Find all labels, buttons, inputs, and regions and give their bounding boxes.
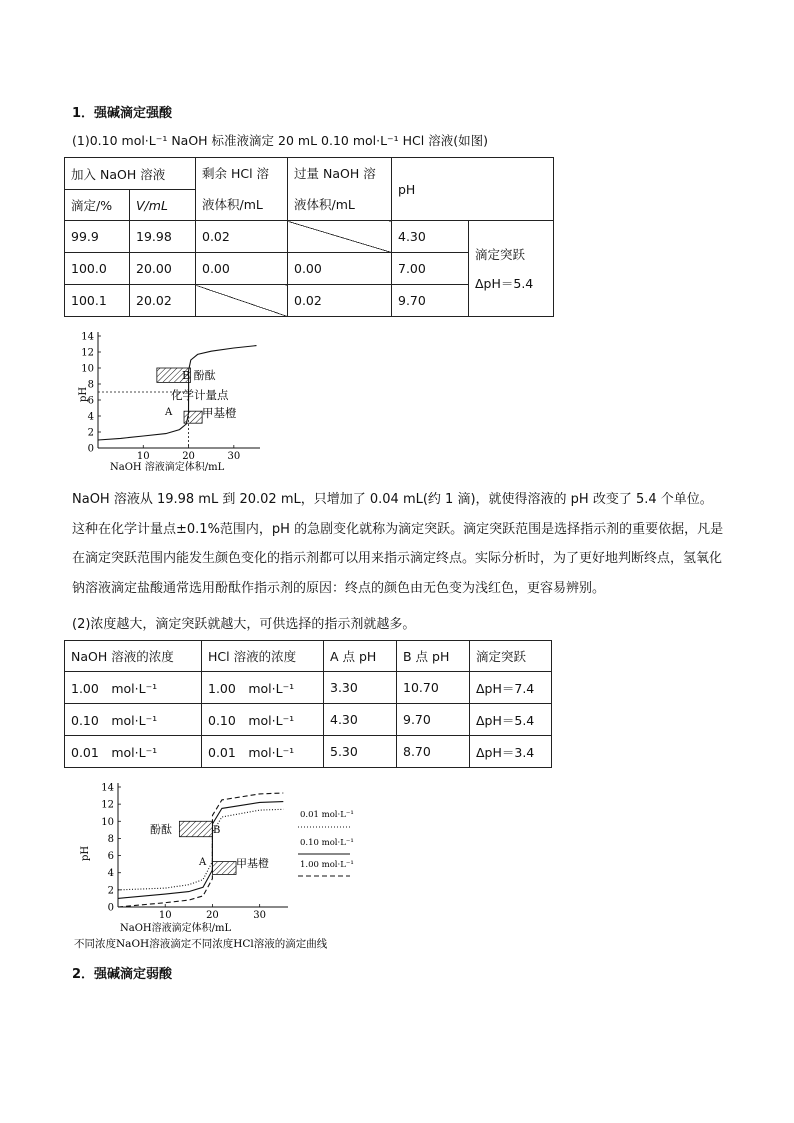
y-tick-label: 12 bbox=[101, 799, 114, 811]
y-tick-label: 4 bbox=[87, 411, 94, 423]
label-methyl-orange: 甲基橙 bbox=[202, 406, 237, 420]
phenolphthalein-range-box bbox=[179, 821, 212, 836]
header-remaining-hcl: 剩余 HCl 溶 液体积/mL bbox=[196, 158, 288, 221]
legend-001: 0.01 mol·L⁻¹ bbox=[300, 810, 354, 820]
label-a: A bbox=[165, 407, 173, 418]
table-header-row: NaOH 溶液的浓度 HCl 溶液的浓度 A 点 pH B 点 pH 滴定突跃 bbox=[65, 641, 552, 672]
label-b: B bbox=[213, 825, 221, 836]
y-tick-label: 2 bbox=[107, 885, 114, 897]
titration-curve-0.10 mol·L⁻¹ bbox=[118, 802, 283, 899]
subsection-1-text: (1)0.10 mol·L⁻¹ NaOH 标准液滴定 20 mL 0.10 mol·L⁻¹ HCl 溶液(如图) bbox=[72, 133, 488, 148]
header-add-naoh: 加入 NaOH 溶液 bbox=[65, 158, 196, 190]
empty-diagonal-cell bbox=[196, 285, 288, 317]
y-tick-label: 2 bbox=[87, 427, 94, 439]
y-tick-label: 8 bbox=[87, 379, 94, 391]
titration-curve-chart-1 bbox=[70, 322, 260, 474]
chart-caption: 不同浓度NaOH溶液滴定不同浓度HCl溶液的滴定曲线 bbox=[74, 938, 328, 950]
table-row: 0.10 mol·L⁻¹ 0.10 mol·L⁻¹ 4.30 9.70 ΔpH＝5.4 bbox=[65, 704, 552, 736]
y-tick-label: 14 bbox=[101, 782, 114, 794]
x-axis-label: NaOH溶液滴定体积/mL bbox=[120, 923, 232, 934]
concentration-table bbox=[64, 640, 552, 768]
titration-table-1 bbox=[64, 157, 554, 317]
header-excess-naoh: 过量 NaOH 溶 液体积/mL bbox=[288, 158, 392, 221]
y-tick-label: 6 bbox=[107, 851, 114, 863]
subsection-2-text: (2)浓度越大，滴定突跃就越大，可供选择的指示剂就越多。 bbox=[72, 617, 416, 632]
x-axis-label: NaOH 溶液滴定体积/mL bbox=[110, 462, 225, 473]
y-tick-label: 0 bbox=[107, 902, 114, 914]
y-axis-label: pH bbox=[78, 386, 89, 402]
label-equivalence-point: 化学计量点 bbox=[171, 388, 229, 402]
legend-100: 1.00 mol·L⁻¹ bbox=[300, 860, 354, 870]
titration-curve-chart-2 bbox=[72, 775, 372, 955]
table-row: 99.9 19.98 0.02 4.30 滴定突跃 ΔpH＝5.4 bbox=[65, 221, 554, 253]
section-heading-1: 1．强碱滴定强酸 bbox=[72, 106, 173, 121]
explanation-paragraph: NaOH 溶液从 19.98 mL 到 20.02 mL，只增加了 0.04 mL(约 1 滴)，就使得溶液的 pH 改变了 5.4 个单位。这种在化学计量点±0.1%范围内，pH 的急剧变化就称为滴定突跃。滴定突跃范围是选择指示剂的重要依据，凡是在滴定突跃范围内能发生颜色变化的指示剂都可以用来指示滴定终点。实际分析时，为了更好地判断终点，氢氧化钠溶液滴定盐酸通常选用酚酞作指示剂的原因：终点的颜色由无色变为浅红色，更容易辨别。 bbox=[72, 492, 724, 596]
label-a: A bbox=[199, 857, 207, 868]
methyl-orange-range-box bbox=[184, 411, 202, 423]
section-heading-2: 2．强碱滴定弱酸 bbox=[72, 967, 173, 982]
x-tick-label: 30 bbox=[227, 451, 241, 462]
x-tick-label: 20 bbox=[182, 451, 195, 462]
y-tick-label: 0 bbox=[87, 443, 94, 455]
titration-jump-cell: 滴定突跃 ΔpH＝5.4 bbox=[469, 221, 554, 317]
label-methyl-orange: 甲基橙 bbox=[236, 857, 269, 870]
x-tick-label: 20 bbox=[206, 910, 219, 921]
x-tick-label: 30 bbox=[253, 910, 267, 921]
header-pct: 滴定/% bbox=[65, 190, 130, 221]
x-tick-label: 10 bbox=[136, 451, 150, 462]
x-tick-label: 10 bbox=[158, 910, 172, 921]
y-tick-label: 12 bbox=[81, 347, 94, 359]
y-tick-label: 4 bbox=[107, 868, 114, 880]
table-row: 0.01 mol·L⁻¹ 0.01 mol·L⁻¹ 5.30 8.70 ΔpH＝3.4 bbox=[65, 736, 552, 768]
header-ph: pH bbox=[392, 158, 554, 221]
header-volume: V/mL bbox=[130, 190, 196, 221]
table-row: 1.00 mol·L⁻¹ 1.00 mol·L⁻¹ 3.30 10.70 ΔpH＝7.4 bbox=[65, 672, 552, 704]
y-axis-label: pH bbox=[80, 845, 91, 861]
methyl-orange-range-box bbox=[212, 862, 236, 875]
y-tick-label: 8 bbox=[107, 833, 114, 845]
legend-010: 0.10 mol·L⁻¹ bbox=[300, 838, 354, 848]
table-row: 100.0 20.00 0.00 0.00 7.00 bbox=[65, 253, 554, 285]
label-b-phenolphthalein: B 酚酞 bbox=[182, 369, 216, 382]
y-tick-label: 14 bbox=[81, 331, 94, 343]
y-tick-label: 10 bbox=[81, 363, 94, 375]
empty-diagonal-cell bbox=[288, 221, 392, 253]
y-tick-label: 10 bbox=[101, 816, 114, 828]
y-tick-label: 6 bbox=[87, 395, 94, 407]
label-phenolphthalein: 酚酞 bbox=[150, 823, 172, 836]
table-row: 100.1 20.02 0.02 9.70 bbox=[65, 285, 554, 317]
